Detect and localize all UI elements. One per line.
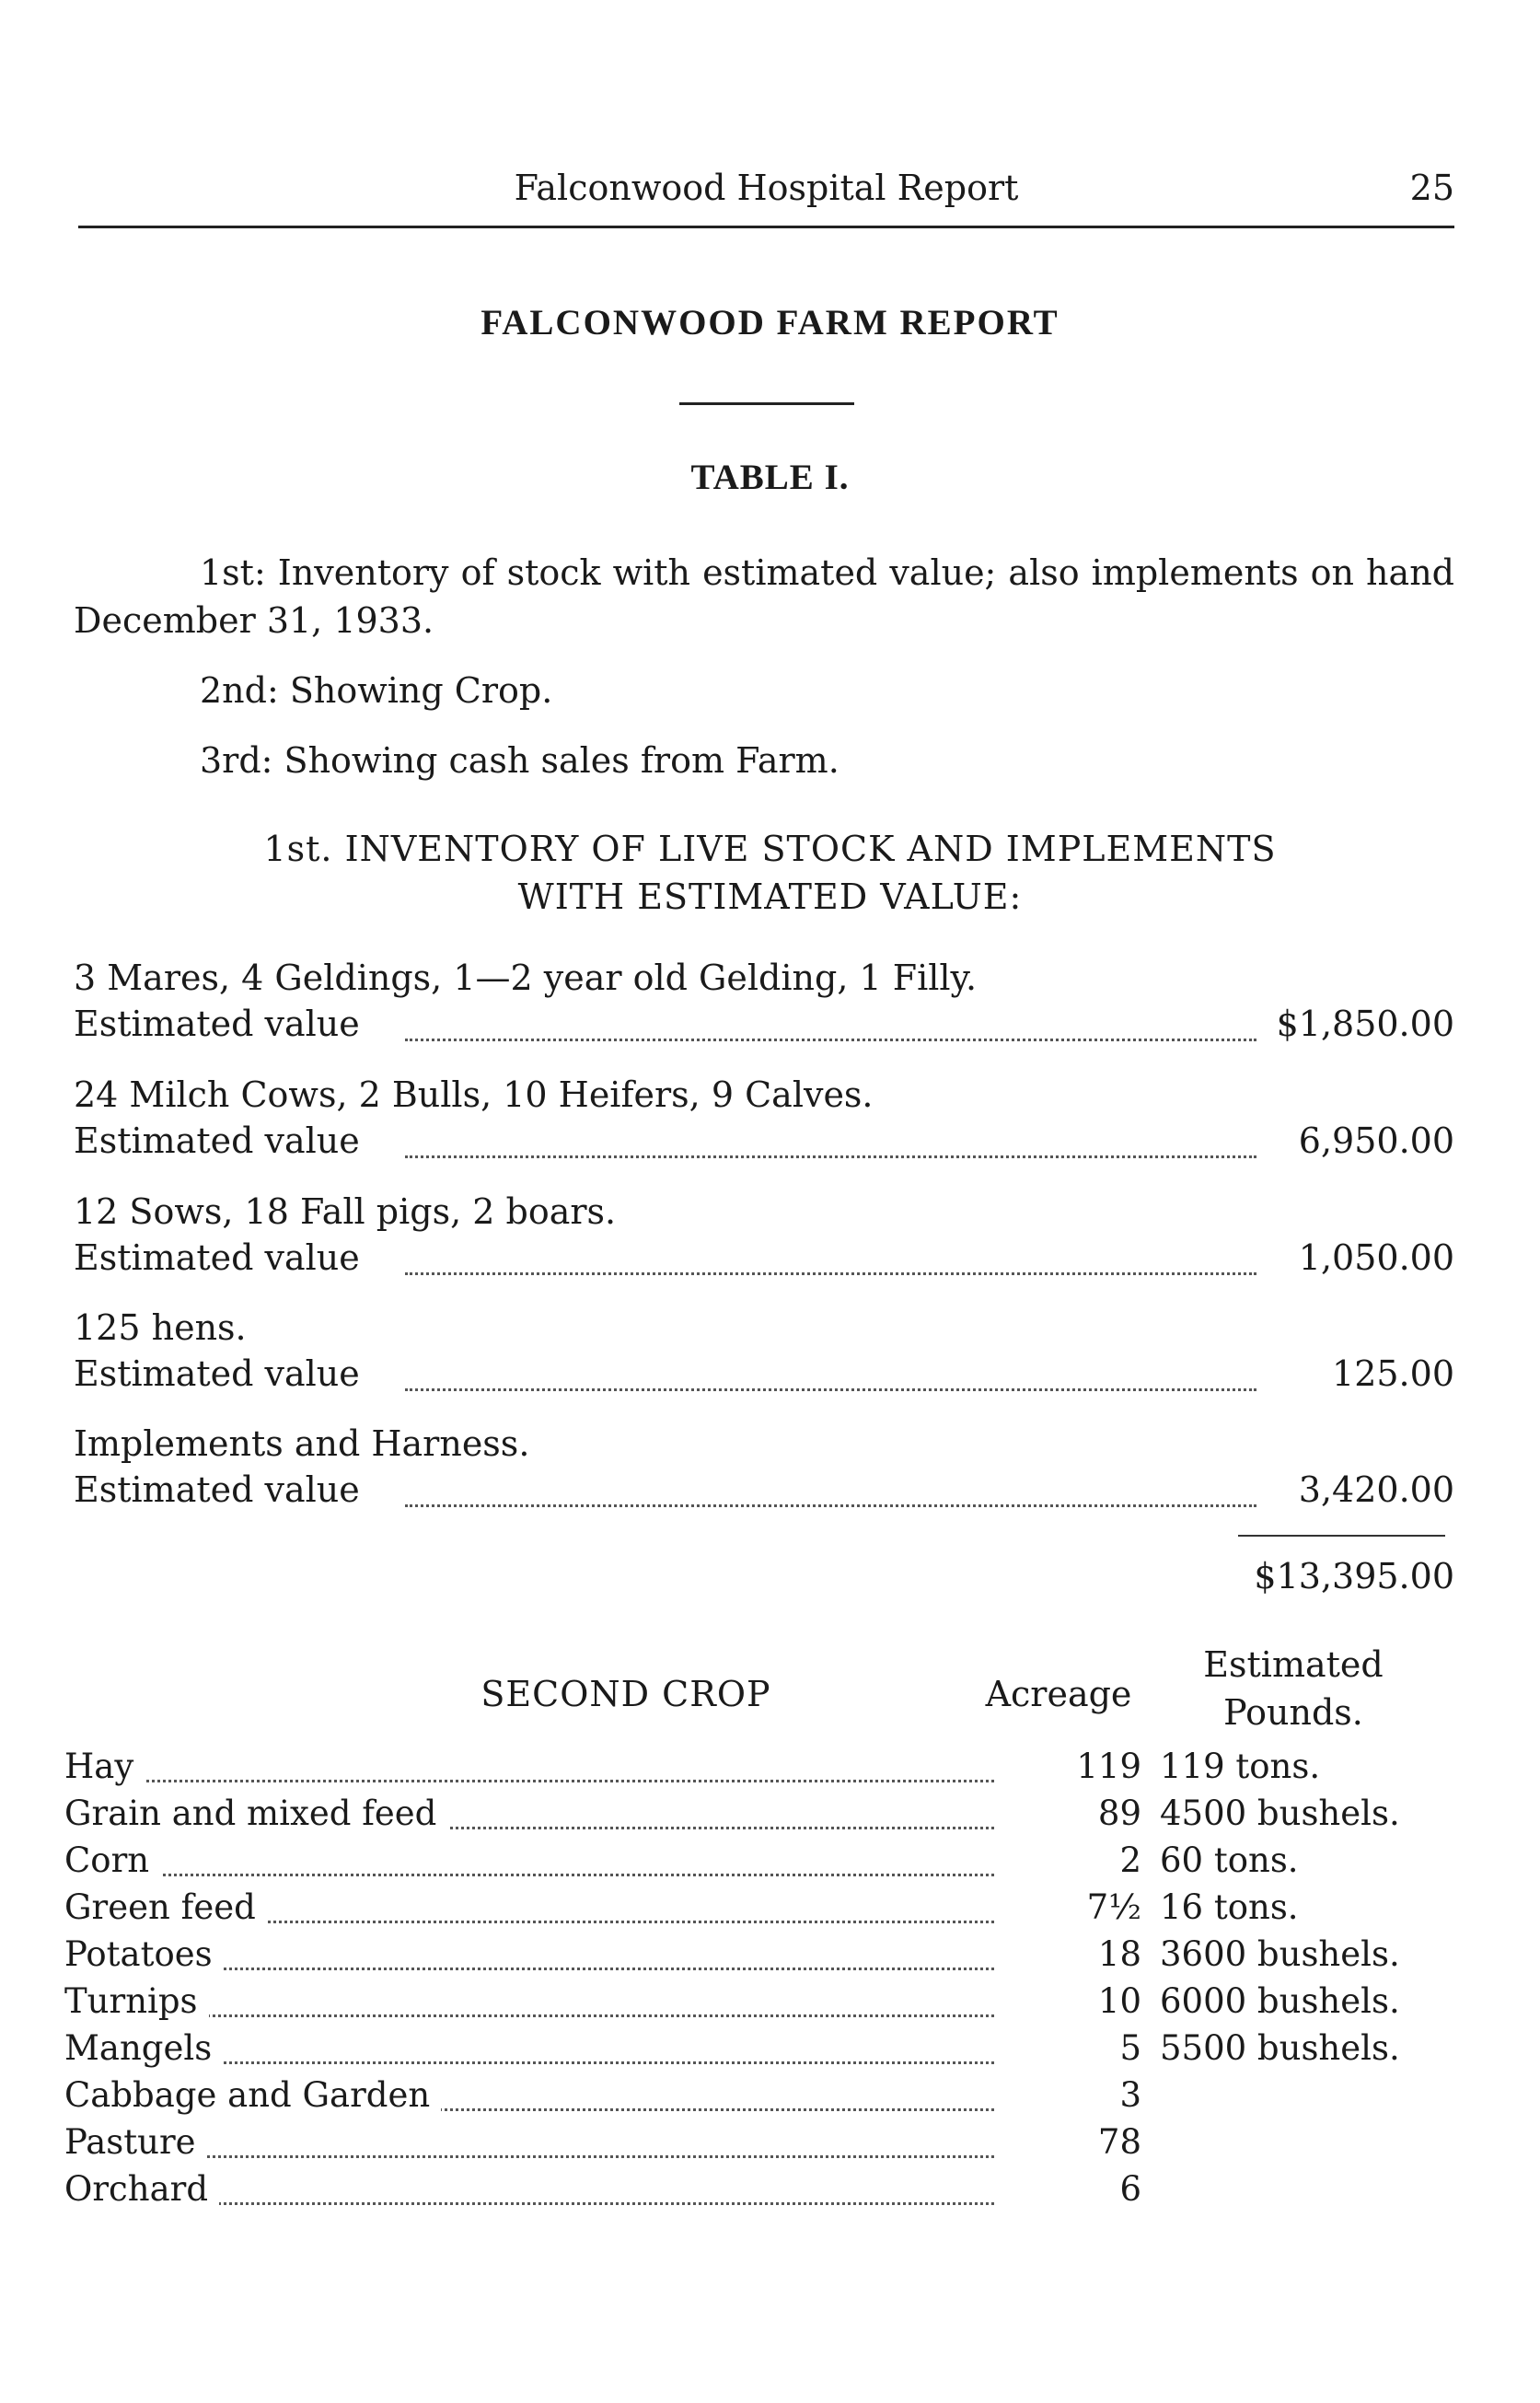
estimate-row [74, 1353, 1454, 1399]
crop-pounds: 6000 bushels. [1160, 1981, 1400, 2021]
dot-leader [64, 1874, 994, 1876]
title-divider [679, 402, 854, 405]
crop-row [64, 1887, 1427, 1934]
column-header-acreage: Acreage [985, 1674, 1132, 1714]
crop-row [64, 1981, 1427, 2028]
crop-row [64, 1794, 1427, 1840]
dot-leader [405, 1155, 1256, 1158]
crop-acreage: 78 [1097, 2122, 1141, 2162]
crop-name: Grain and mixed feed [64, 1794, 447, 1833]
inventory-heading-line-1: 1st. INVENTORY OF LIVE STOCK AND IMPLEMENTS [263, 829, 1277, 869]
crop-name: Corn [64, 1840, 160, 1880]
estimate-row [74, 1237, 1454, 1283]
dot-leader [64, 1780, 994, 1782]
crop-pounds: 4500 bushels. [1160, 1794, 1400, 1833]
crop-row [64, 2169, 1427, 2216]
estimate-amount: 125.00 [1332, 1353, 1454, 1394]
crop-pounds: 119 tons. [1160, 1747, 1321, 1786]
crop-pounds: 3600 bushels. [1160, 1934, 1400, 1974]
crop-pounds: 16 tons. [1160, 1887, 1299, 1927]
report-title: FALCONWOOD FARM REPORT [481, 303, 1059, 342]
dot-leader [405, 1039, 1256, 1041]
inventory-description: Implements and Harness. [74, 1423, 530, 1464]
crop-pounds: 60 tons. [1160, 1840, 1299, 1880]
crop-name: Turnips [64, 1981, 209, 2021]
crop-acreage: 119 [1076, 1747, 1141, 1786]
dot-leader [405, 1504, 1256, 1507]
intro-paragraph-2: 2nd: Showing Crop. [200, 670, 553, 711]
estimate-label: Estimated value [74, 1120, 360, 1161]
crop-acreage: 18 [1097, 1934, 1141, 1974]
running-head [78, 168, 1454, 223]
crop-row [64, 2028, 1427, 2075]
crop-name: Potatoes [64, 1934, 224, 1974]
crop-acreage: 3 [1119, 2075, 1141, 2115]
crop-acreage: 10 [1097, 1981, 1141, 2021]
running-title: Falconwood Hospital Report [514, 168, 1019, 208]
crop-name: Green feed [64, 1887, 267, 1927]
dot-leader [405, 1272, 1256, 1275]
crop-row [64, 1934, 1427, 1981]
estimate-row [74, 1469, 1454, 1515]
crop-row [64, 2075, 1427, 2122]
estimate-label: Estimated value [74, 1237, 360, 1278]
crop-row [64, 1747, 1427, 1794]
crop-name: Hay [64, 1747, 145, 1786]
estimate-amount: $1,850.00 [1276, 1004, 1454, 1044]
header-rule [78, 226, 1454, 228]
estimate-label: Estimated value [74, 1353, 360, 1394]
crop-table [64, 1747, 1427, 2216]
crop-title: SECOND CROP [481, 1674, 771, 1714]
inventory-description: 12 Sows, 18 Fall pigs, 2 boars. [74, 1191, 617, 1232]
estimate-amount: 3,420.00 [1298, 1469, 1454, 1510]
dot-leader [405, 1388, 1256, 1391]
inventory-heading [0, 825, 1540, 921]
crop-name: Orchard [64, 2169, 219, 2209]
inventory-description: 24 Milch Cows, 2 Bulls, 10 Heifers, 9 Calves. [74, 1074, 874, 1115]
intro-paragraph-3: 3rd: Showing cash sales from Farm. [200, 740, 839, 781]
inventory-description: 3 Mares, 4 Geldings, 1—2 year old Gelding, 1 Filly. [74, 958, 978, 998]
estimate-amount: 6,950.00 [1298, 1120, 1454, 1161]
crop-row [64, 1840, 1427, 1887]
crop-name: Cabbage and Garden [64, 2075, 441, 2115]
estimate-row [74, 1004, 1454, 1050]
column-header-pounds [1178, 1641, 1408, 1736]
column-header-pounds-line-2: Pounds. [1223, 1692, 1363, 1733]
estimate-label: Estimated value [74, 1004, 360, 1044]
crop-acreage: 7½ [1086, 1887, 1141, 1927]
intro-paragraph-1: 1st: Inventory of stock with estimated value; also implements on hand December 31, 1933. [74, 552, 1454, 641]
crop-acreage: 2 [1119, 1840, 1141, 1880]
estimate-label: Estimated value [74, 1469, 360, 1510]
table-label: TABLE I. [690, 458, 850, 497]
estimate-row [74, 1120, 1454, 1167]
page-number: 25 [1409, 168, 1454, 208]
estimate-amount: 1,050.00 [1298, 1237, 1454, 1278]
crop-name: Mangels [64, 2028, 223, 2068]
crop-acreage: 89 [1097, 1794, 1141, 1833]
crop-acreage: 5 [1119, 2028, 1141, 2068]
crop-row [64, 2122, 1427, 2169]
inventory-total: $13,395.00 [1254, 1556, 1454, 1596]
total-rule [1238, 1535, 1445, 1537]
crop-acreage: 6 [1119, 2169, 1141, 2209]
crop-name: Pasture [64, 2122, 207, 2162]
crop-pounds: 5500 bushels. [1160, 2028, 1400, 2068]
inventory-heading-line-2: WITH ESTIMATED VALUE: [517, 876, 1023, 917]
inventory-description: 125 hens. [74, 1307, 247, 1348]
column-header-pounds-line-1: Estimated [1203, 1644, 1384, 1685]
